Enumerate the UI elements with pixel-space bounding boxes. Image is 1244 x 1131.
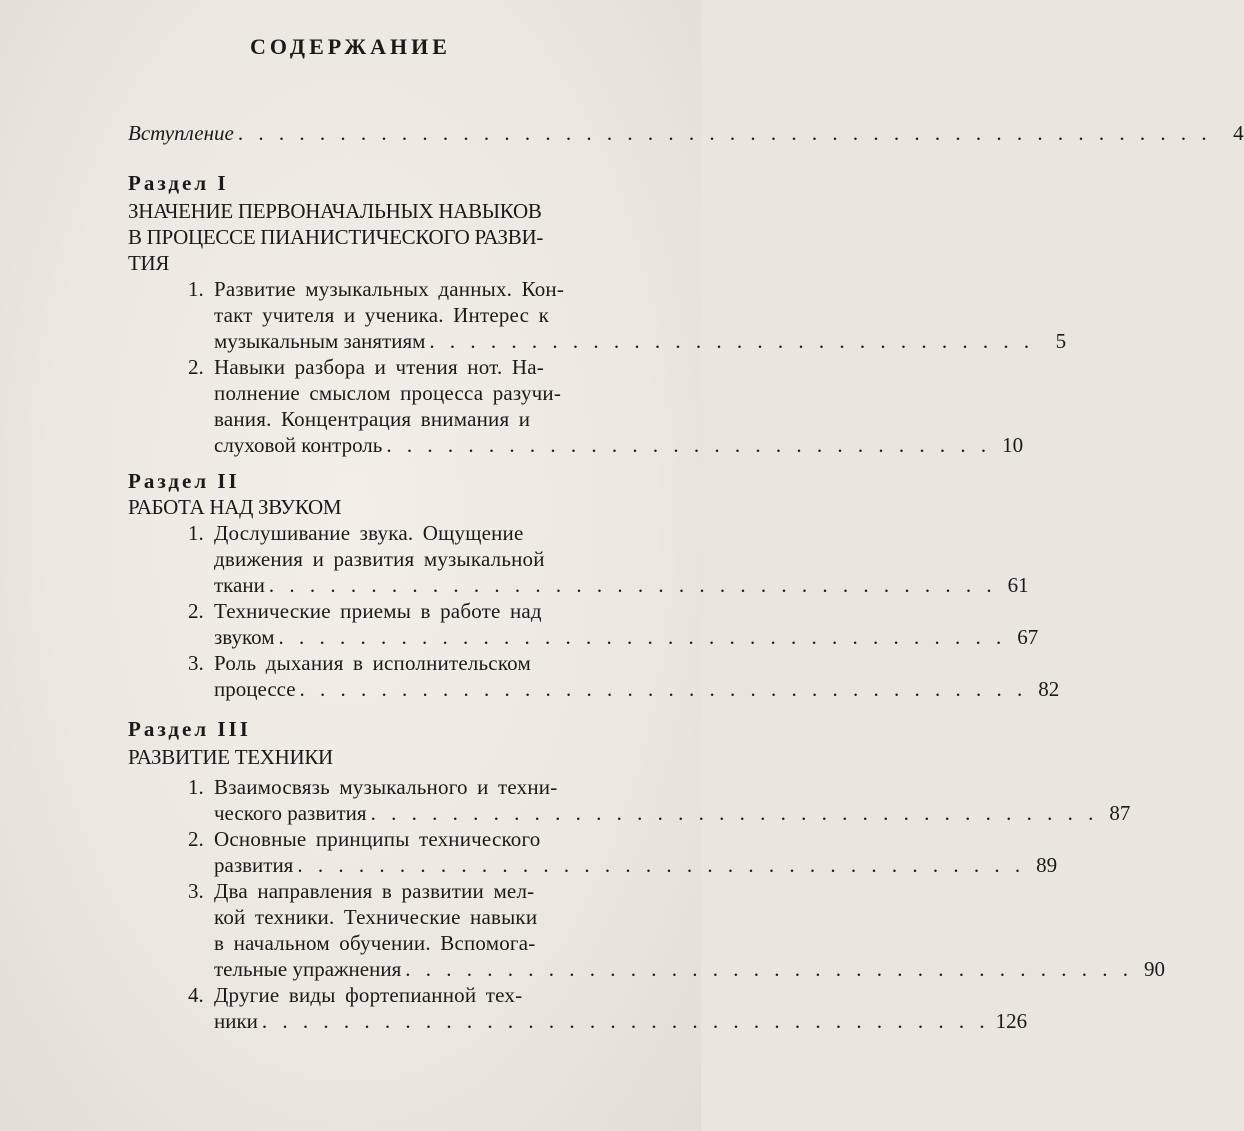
toc-entry-line[interactable]: [214, 676, 1060, 702]
toc-entry-label: Вступление: [128, 121, 234, 145]
section-title-line: РАБОТА НАД ЗВУКОМ: [128, 495, 342, 519]
toc-entry-line[interactable]: [214, 1008, 1028, 1034]
toc-item-line: такт учителя и ученика. Интерес к: [214, 303, 549, 327]
section-title-line: ТИЯ: [128, 251, 170, 275]
toc-item-line: музыкальным занятиям: [214, 329, 426, 353]
page-title: СОДЕРЖАНИЕ: [250, 34, 451, 59]
toc-item-line: Роль дыхания в исполнительском: [214, 651, 531, 675]
toc-entry-line[interactable]: [214, 956, 1165, 982]
toc-page-number: 61: [1007, 573, 1029, 597]
toc-item-line: полнение смыслом процесса разучи-: [214, 381, 562, 405]
toc-page-number: 82: [1038, 677, 1060, 701]
toc-entry-line[interactable]: [214, 572, 1029, 598]
toc-entry-line[interactable]: [214, 328, 1067, 354]
toc-item-number: 4.: [188, 983, 204, 1007]
toc-item-line: тельные упражнения: [214, 957, 402, 981]
toc-entry-intro[interactable]: [128, 120, 1244, 146]
leader-dots: . . . . . . . . . . . . . . . . . . . . . . . . . . . . . . . . . . . .: [297, 853, 1026, 877]
section-label: Раздел II: [128, 469, 240, 493]
toc-page-number: 89: [1036, 853, 1058, 877]
leader-dots: . . . . . . . . . . . . . . . . . . . . . . . . . . . . . . . . . . . .: [405, 957, 1133, 981]
leader-dots: . . . . . . . . . . . . . . . . . . . . . . . . . . . . . . . . . . . .: [268, 573, 997, 597]
leader-dots: . . . . . . . . . . . . . . . . . . . . . . . . . . . . . . . . . . . .: [299, 677, 1028, 701]
toc-item-number: 1.: [188, 775, 204, 799]
toc-item-line: Дослушивание звука. Ощущение: [214, 521, 524, 545]
toc-item-number: 2.: [188, 355, 204, 379]
toc-page-number: 10: [1002, 433, 1024, 457]
leader-dots: . . . . . . . . . . . . . . . . . . . . . . . . . . . . . .: [429, 329, 1035, 353]
toc-item-line: в начальном обучении. Вспомога-: [214, 931, 536, 955]
toc-item-line: Два направления в развитии мел-: [214, 879, 535, 903]
toc-item-line: ческого развития: [214, 801, 367, 825]
section-label: Раздел III: [128, 717, 251, 741]
section-title-line: В ПРОЦЕССЕ ПИАНИСТИЧЕСКОГО РАЗВИ-: [128, 225, 544, 249]
toc-item-line: ники: [214, 1009, 258, 1033]
toc-item-line: Основные принципы технического: [214, 827, 541, 851]
leader-dots: . . . . . . . . . . . . . . . . . . . . . . . . . . . . . . . . . . . .: [261, 1009, 990, 1033]
toc-item-number: 2.: [188, 827, 204, 851]
toc-item-line: развития: [214, 853, 294, 877]
toc-item-line: Взаимосвязь музыкального и техни-: [214, 775, 558, 799]
toc-item-line: ткани: [214, 573, 265, 597]
toc-item-line: звуком: [214, 625, 275, 649]
toc-item-line: движения и развития музыкальной: [214, 547, 545, 571]
toc-page-number: 87: [1109, 801, 1131, 825]
section-title-line: ЗНАЧЕНИЕ ПЕРВОНАЧАЛЬНЫХ НАВЫКОВ: [128, 199, 542, 223]
toc-item-line: Другие виды фортепианной тех-: [214, 983, 523, 1007]
section-title-line: РАЗВИТИЕ ТЕХНИКИ: [128, 745, 333, 769]
toc-page-number: 67: [1017, 625, 1039, 649]
toc-item-number: 1.: [188, 277, 204, 301]
toc-entry-line[interactable]: [214, 624, 1039, 650]
toc-item-number: 3.: [188, 879, 204, 903]
toc-entry-line[interactable]: [214, 432, 1024, 458]
toc-page-number: 4: [1233, 121, 1244, 145]
toc-item-line: процессе: [214, 677, 296, 701]
toc-entry-line[interactable]: [214, 800, 1131, 826]
toc-page-number: 5: [1055, 329, 1067, 353]
leader-dots: . . . . . . . . . . . . . . . . . . . . . . . . . . . . . .: [386, 433, 992, 457]
toc-entry-line[interactable]: [214, 852, 1058, 878]
toc-item-number: 3.: [188, 651, 204, 675]
toc-item-number: 2.: [188, 599, 204, 623]
toc-item-line: Технические приемы в работе над: [214, 599, 542, 623]
toc-page-number: 126: [995, 1009, 1028, 1033]
toc-item-line: слуховой контроль: [214, 433, 383, 457]
leader-dots: . . . . . . . . . . . . . . . . . . . . . . . . . . . . . . . . . . . .: [370, 801, 1099, 825]
leader-dots: . . . . . . . . . . . . . . . . . . . . . . . . . . . . . . . . . . . . . . . . . . . . . . . .: [237, 121, 1212, 145]
toc-item-line: кой техники. Технические навыки: [214, 905, 538, 929]
toc-item-line: Навыки разбора и чтения нот. На-: [214, 355, 544, 379]
leader-dots: . . . . . . . . . . . . . . . . . . . . . . . . . . . . . . . . . . . .: [278, 625, 1007, 649]
toc-item-line: Развитие музыкальных данных. Кон-: [214, 277, 565, 301]
toc-item-number: 1.: [188, 521, 204, 545]
toc-item-line: вания. Концентрация внимания и: [214, 407, 531, 431]
section-label: Раздел I: [128, 171, 229, 195]
toc-page-number: 90: [1144, 957, 1165, 981]
